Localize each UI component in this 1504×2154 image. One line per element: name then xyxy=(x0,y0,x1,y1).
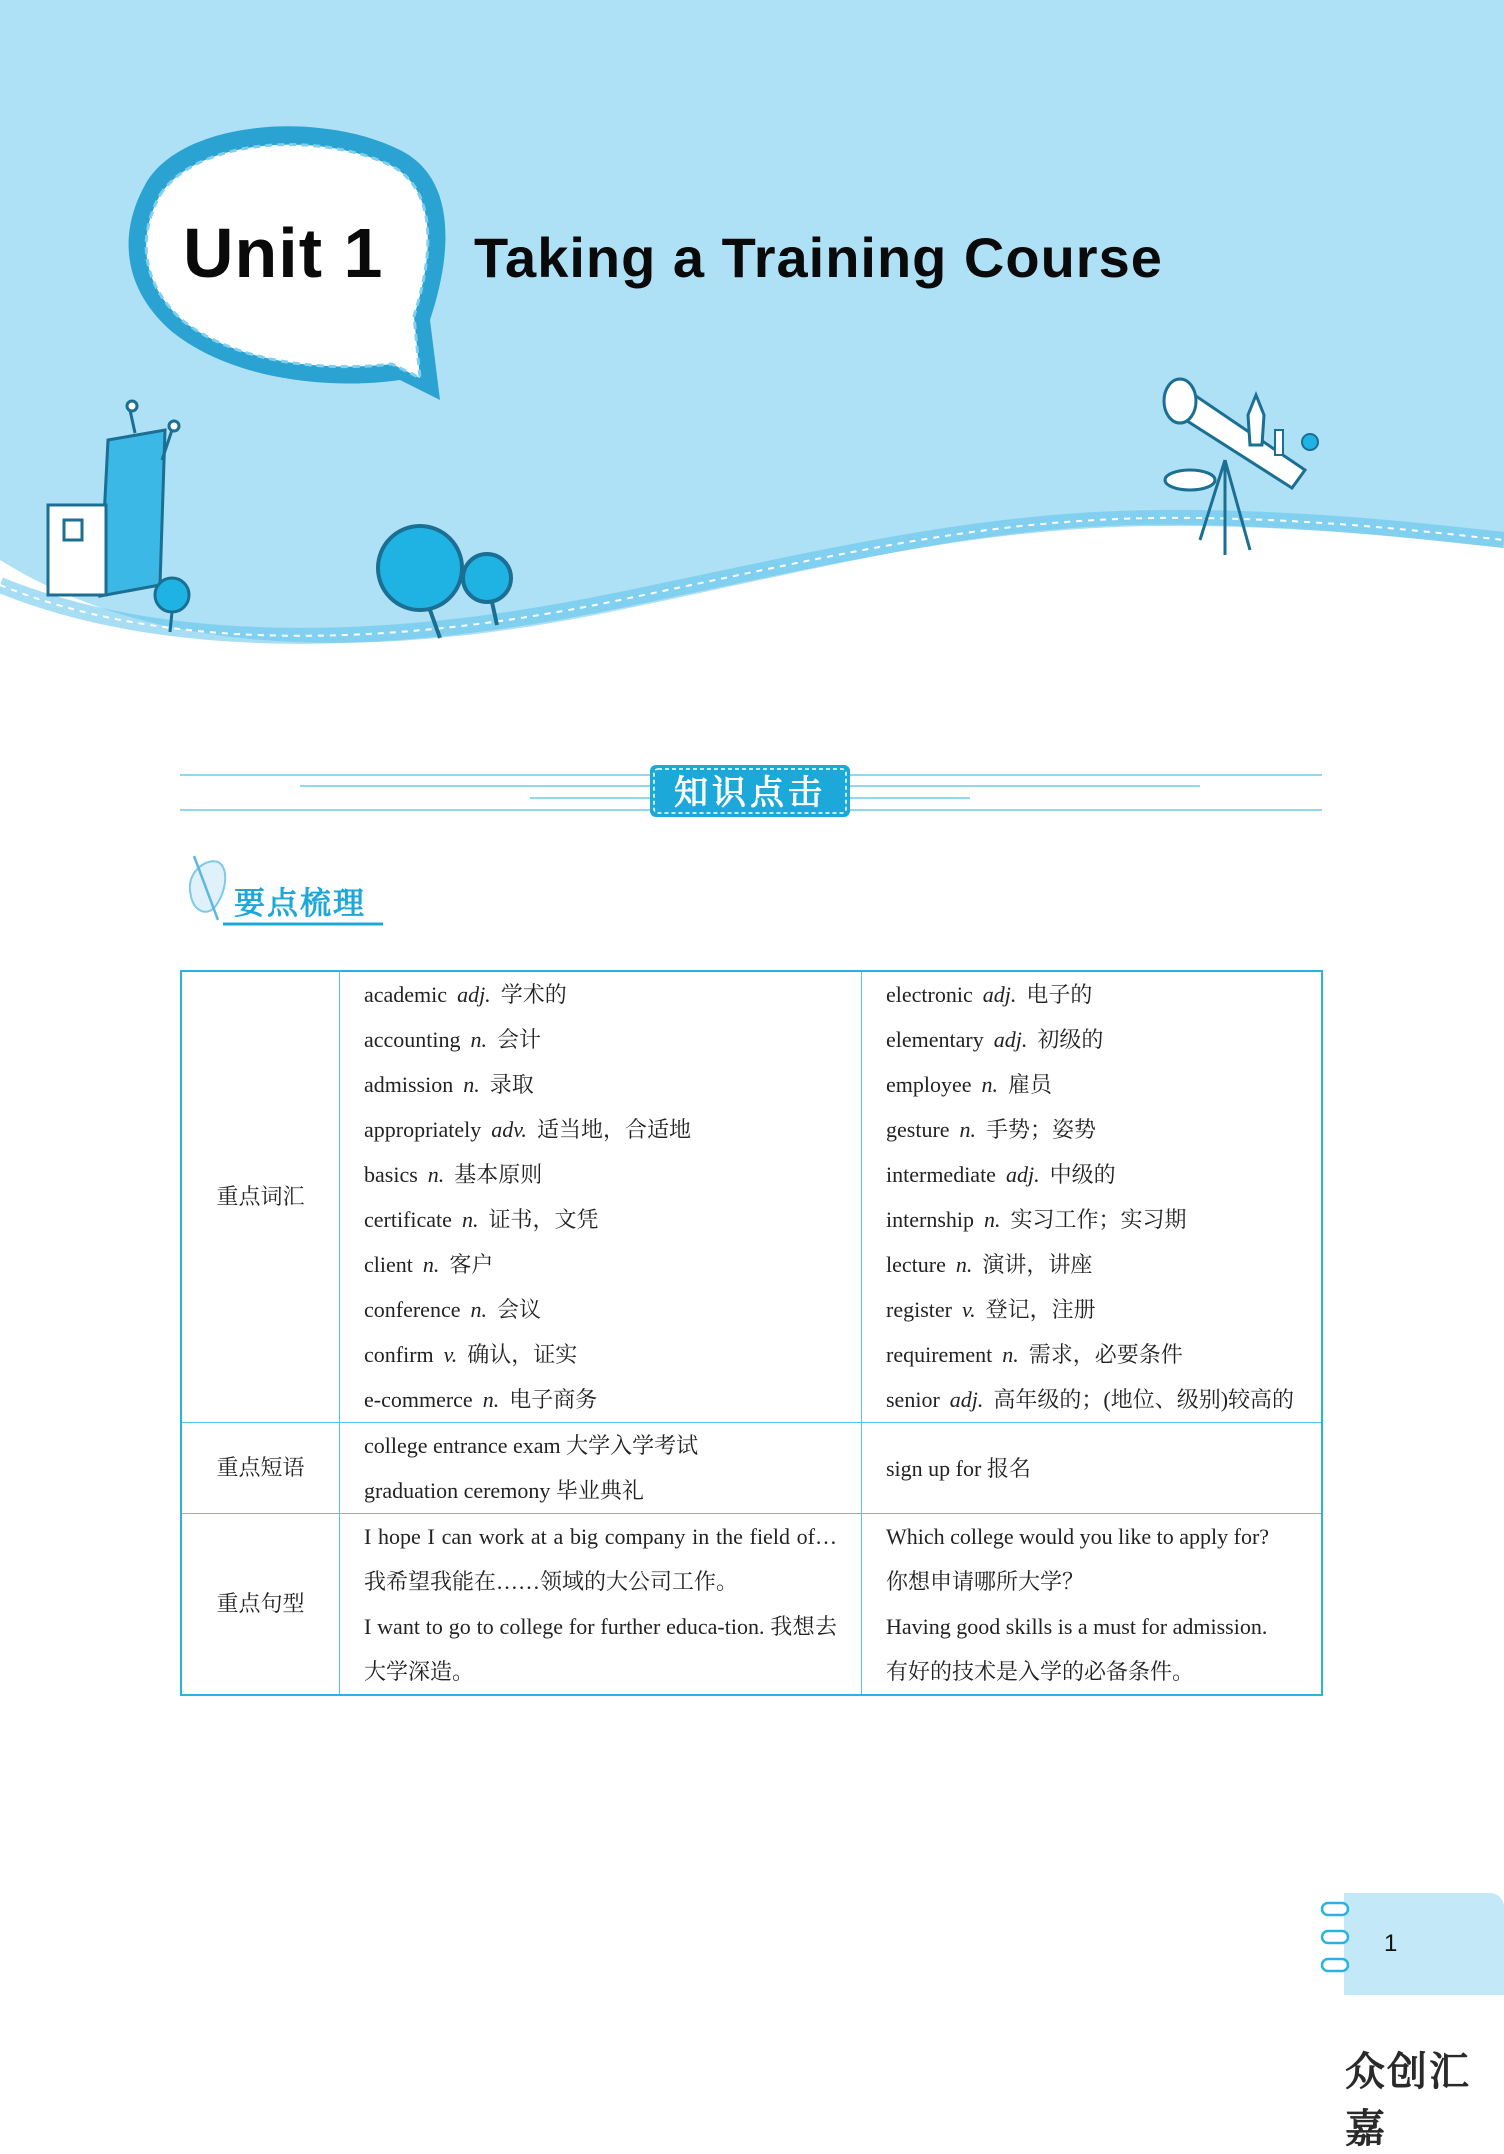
category-phrases: 重点短语 xyxy=(181,1423,340,1514)
category-vocab: 重点词汇 xyxy=(181,971,340,1423)
vocab-item: conference n. 会议 xyxy=(364,1297,541,1322)
vocab-item: senior adj. 高年级的；(地位、级别)较高的 xyxy=(886,1387,1295,1412)
vocab-item: academic adj. 学术的 xyxy=(364,982,567,1007)
sentence-item: Having good skills is a must for admission. xyxy=(886,1614,1268,1639)
section-title: 知识点击 xyxy=(674,773,826,813)
vocab-item: basics n. 基本原则 xyxy=(364,1162,543,1187)
sentence-item: Which college would you like to apply for? xyxy=(886,1524,1270,1549)
sentences-left-column xyxy=(340,1514,862,1696)
vocab-item: confirm v. 确认，证实 xyxy=(364,1342,578,1367)
vocab-item: appropriately adv. 适当地，合适地 xyxy=(364,1117,691,1142)
category-sentences: 重点句型 xyxy=(181,1514,340,1696)
vocab-item: e-commerce n. 电子商务 xyxy=(364,1387,598,1412)
vocab-item: client n. 客户 xyxy=(364,1252,494,1277)
vocab-item: internship n. 实习工作；实习期 xyxy=(886,1207,1187,1232)
page-tab-decoration xyxy=(1320,1893,1504,1995)
vocab-item: electronic adj. 电子的 xyxy=(886,982,1093,1007)
table-row xyxy=(181,971,1322,1423)
sentence-translation: 你想申请哪所大学？ xyxy=(886,1569,1085,1594)
phrase-item: graduation ceremony 毕业典礼 xyxy=(364,1478,644,1503)
header-banner xyxy=(0,0,1504,670)
phrases-right-column xyxy=(862,1423,1323,1514)
vocab-right-column xyxy=(862,971,1323,1423)
unit-number: Unit 1 xyxy=(183,214,384,292)
key-points-table xyxy=(180,970,1323,1696)
table-row xyxy=(181,1423,1322,1514)
phrases-left-column xyxy=(340,1423,862,1514)
phrase-item: college entrance exam 大学入学考试 xyxy=(364,1433,699,1458)
vocab-item: admission n. 录取 xyxy=(364,1072,534,1097)
vocab-item: gesture n. 手势；姿势 xyxy=(886,1117,1097,1142)
vocab-item: certificate n. 证书，文凭 xyxy=(364,1207,599,1232)
sentence-item: I want to go to college for further educa-tion. 我想去大学深造。 xyxy=(364,1614,837,1684)
vocab-left-column xyxy=(340,971,862,1423)
watermark: 众创汇嘉 xyxy=(1345,2049,1471,2152)
vocab-item: accounting n. 会计 xyxy=(364,1027,542,1052)
unit-title: Taking a Training Course xyxy=(474,226,1163,289)
sentence-item: I hope I can work at a big company in the field of…我希望我能在……领域的大公司工作。 xyxy=(364,1524,837,1594)
vocab-item: register v. 登记，注册 xyxy=(886,1297,1096,1322)
vocab-item: employee n. 雇员 xyxy=(886,1072,1053,1097)
table-row xyxy=(181,1514,1322,1696)
sentences-right-column xyxy=(862,1514,1323,1696)
page-number: 1 xyxy=(1384,1930,1398,1957)
phrase-item: sign up for 报名 xyxy=(886,1455,1031,1481)
sub-heading-label: 要点梳理 xyxy=(234,886,366,922)
vocab-item: intermediate adj. 中级的 xyxy=(886,1162,1116,1187)
vocab-item: lecture n. 演讲，讲座 xyxy=(886,1252,1093,1277)
vocab-item: elementary adj. 初级的 xyxy=(886,1027,1104,1052)
vocab-item: requirement n. 需求，必要条件 xyxy=(886,1342,1183,1367)
sentence-translation: 有好的技术是入学的必备条件。 xyxy=(886,1659,1195,1684)
